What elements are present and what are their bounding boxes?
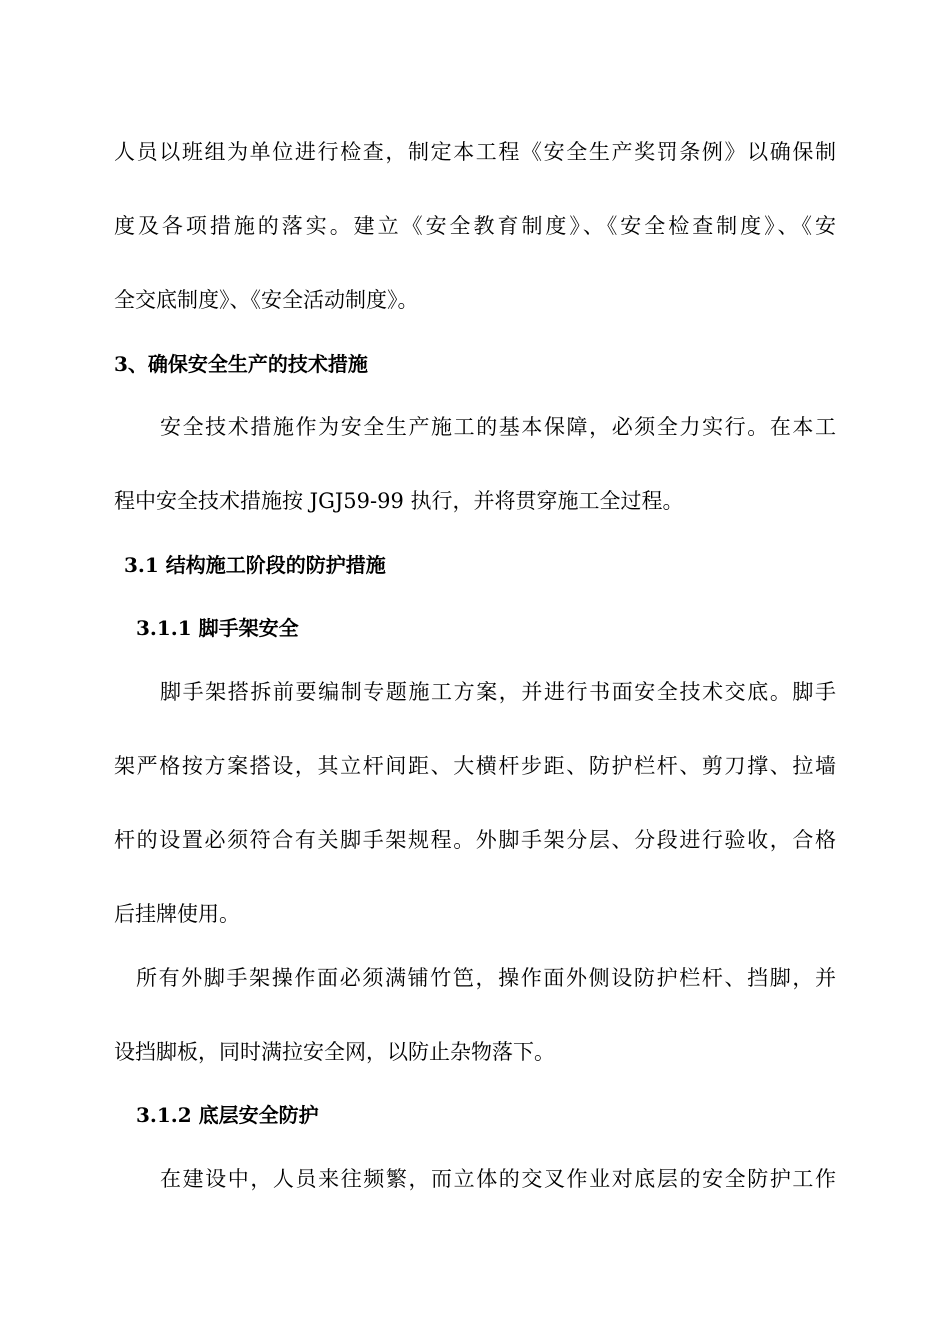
scaffold-para-line-2: 架严格按方案搭设，其立杆间距、大横杆步距、防护栏杆、剪刀撑、拉墙 xyxy=(114,754,836,778)
intro-line-3: 全交底制度》、《安全活动制度》。 xyxy=(114,288,419,312)
scaffold-para2-line-1: 所有外脚手架操作面必须满铺竹笆，操作面外侧设防护栏杆、挡脚，并 xyxy=(136,966,836,990)
section-3-1-heading: 3.1 结构施工阶段的防护措施 xyxy=(124,553,386,577)
ground-protection-para-line-1: 在建设中，人员来往频繁，而立体的交叉作业对底层的安全防护工作 xyxy=(160,1167,836,1191)
section-3-1-1-heading: 3.1.1 脚手架安全 xyxy=(136,616,299,640)
scaffold-para2-line-2: 设挡脚板，同时满拉安全网，以防止杂物落下。 xyxy=(114,1040,555,1064)
section-3-para-line-2: 程中安全技术措施按 JGJ59-99 执行，并将贯穿施工全过程。 xyxy=(114,489,684,513)
section-3-1-2-heading: 3.1.2 底层安全防护 xyxy=(136,1103,319,1127)
section-3-heading: 3、确保安全生产的技术措施 xyxy=(114,352,368,376)
scaffold-para-line-3: 杆的设置必须符合有关脚手架规程。外脚手架分层、分段进行验收，合格 xyxy=(114,828,836,852)
intro-line-2: 度及各项措施的落实。建立《安全教育制度》、《安全检查制度》、《安 xyxy=(114,214,836,238)
intro-line-1: 人员以班组为单位进行检查，制定本工程《安全生产奖罚条例》以确保制 xyxy=(114,140,836,164)
scaffold-para-line-1: 脚手架搭拆前要编制专题施工方案，并进行书面安全技术交底。脚手 xyxy=(160,680,836,704)
section-3-para-line-1: 安全技术措施作为安全生产施工的基本保障，必须全力实行。在本工 xyxy=(160,415,836,439)
scaffold-para-line-4: 后挂牌使用。 xyxy=(114,902,240,926)
